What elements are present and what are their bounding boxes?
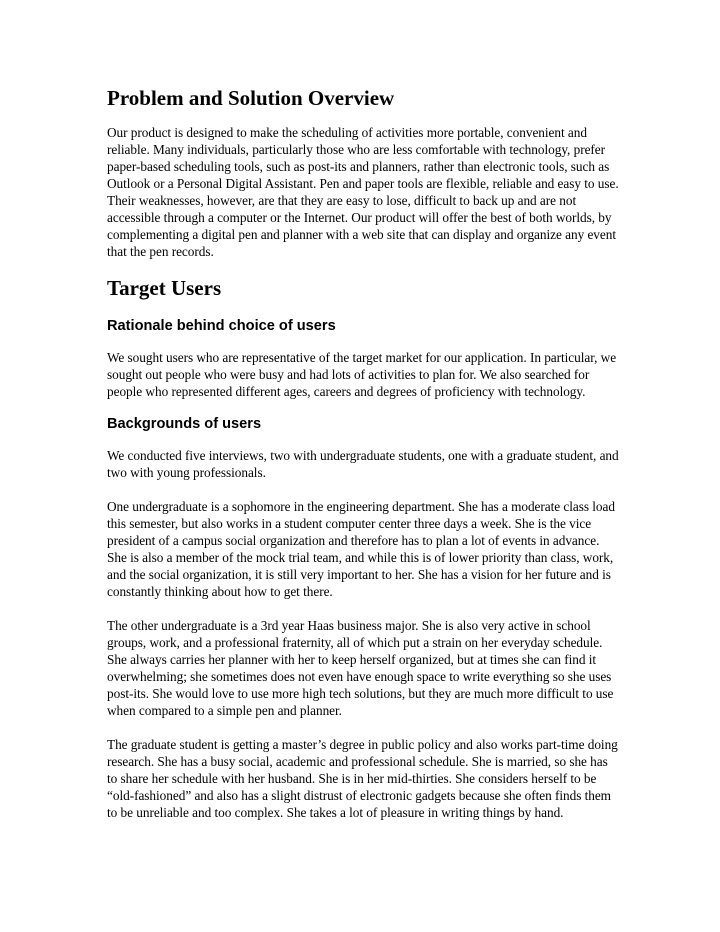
section-heading-problem-solution: Problem and Solution Overview bbox=[107, 86, 395, 110]
subsection-heading-rationale: Rationale behind choice of users bbox=[107, 318, 336, 334]
paragraph-graduate-student: The graduate student is getting a master’s degree in public policy and also works part-time doing research. She has a busy social, academic and professional schedule. She is married, so she has to share her schedule with her husband. She is in her mid-thirties. She considers herself to be “old-fashioned” and also has a slight distrust of electronic gadgets because she often finds them to be unreliable and too complex. She takes a lot of pleasure in writing things by hand. bbox=[107, 737, 618, 820]
paragraph-undergraduate-haas: The other undergraduate is a 3rd year Haas business major. She is also very active in school groups, work, and a professional fraternity, all of which put a strain on her everyday schedule. She always carries her planner with her to keep herself organized, but at times she can find it overwhelming; she sometimes does not even have enough space to write everything so she uses post-its. She would love to use more high tech solutions, but they are much more difficult to use when compared to a simple pen and planner. bbox=[107, 618, 614, 718]
paragraph-overview: Our product is designed to make the scheduling of activities more portable, convenient and reliable. Many individuals, particularly those who are less comfortable with technology, prefer paper-based scheduling tools, such as post-its and planners, rather than electronic tools, such as Outlook or a Personal Digital Assistant. Pen and paper tools are flexible, reliable and easy to use. Their weaknesses, however, are that they are easy to lose, difficult to back up and are not accessible through a computer or the Internet. Our product will offer the best of both worlds, by complementing a digital pen and planner with a web site that can display and organize any event that the pen records. bbox=[107, 125, 619, 259]
subsection-heading-backgrounds: Backgrounds of users bbox=[107, 416, 262, 432]
document-page bbox=[107, 84, 619, 821]
paragraph-undergraduate-sophomore: One undergraduate is a sophomore in the engineering department. She has a moderate class load this semester, but also works in a student computer center three days a week. She is the vice president of a campus social organization and therefore has to plan a lot of events in advance. She is also a member of the mock trial team, and while this is of lower priority than class, work, and the social organization, it is still very important to her. She has a vision for her future and is constantly thinking about how to get there. bbox=[107, 499, 615, 599]
paragraph-interviews: We conducted five interviews, two with undergraduate students, one with a graduate student, and two with young professionals. bbox=[107, 448, 619, 480]
paragraph-rationale: We sought users who are representative of the target market for our application. In particular, we sought out people who were busy and had lots of activities to plan for. We also searched for people who represented different ages, careers and degrees of proficiency with technology. bbox=[107, 350, 617, 399]
section-heading-target-users: Target Users bbox=[107, 276, 222, 300]
